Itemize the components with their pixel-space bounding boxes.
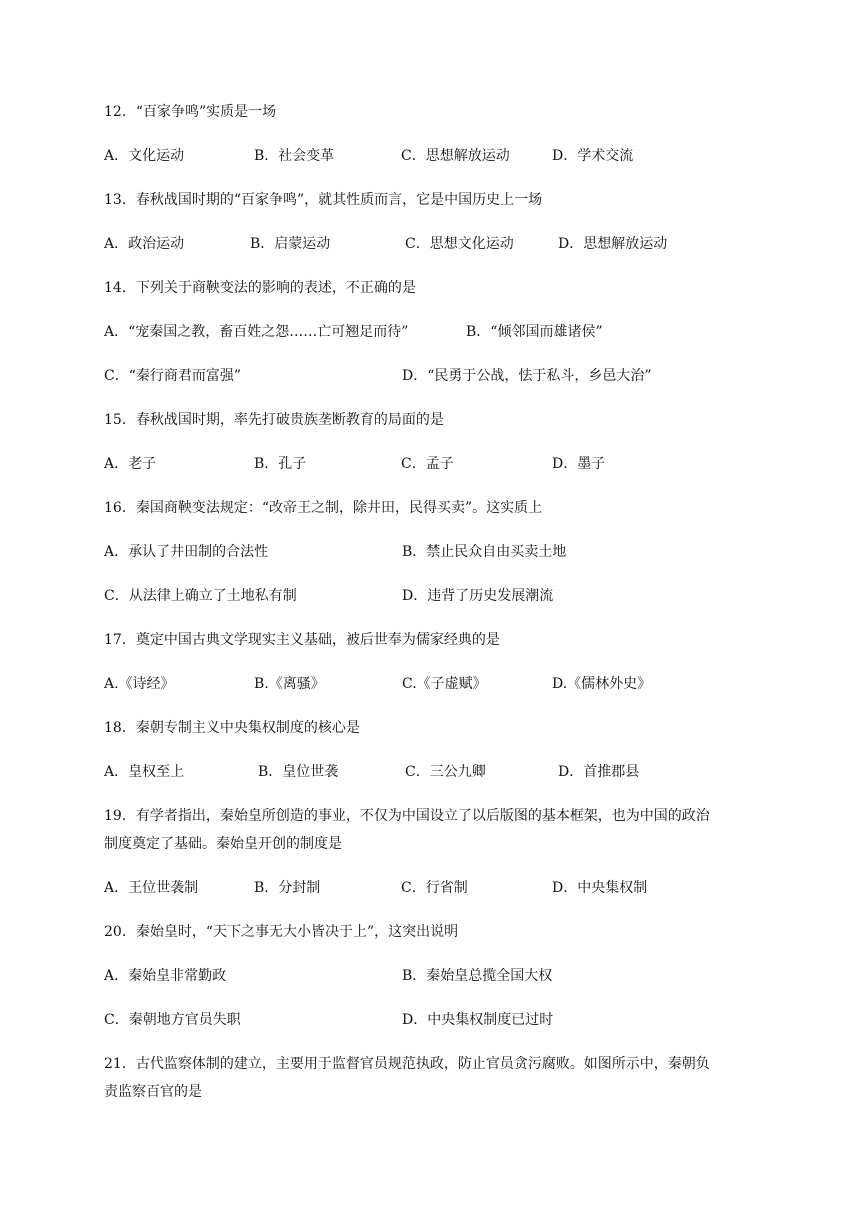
question-15-option-d: D．墨子 [552,456,606,472]
question-20-option-a: A．秦始皇非常勤政 [104,968,227,984]
question-16-option-d: D．违背了历史发展潮流 [402,588,554,604]
question-13-option-c: C．思想文化运动 [405,236,514,252]
question-13-option-d: D．思想解放运动 [558,236,668,252]
question-18-option-c: C．三公九卿 [405,764,486,780]
question-19-option-b: B．分封制 [254,880,321,896]
question-15-option-b: B．孔子 [254,456,307,472]
question-20-stem: 20．秦始皇时，“天下之事无大小皆决于上”，这突出说明 [104,924,459,940]
question-21-stem-line-1: 21．古代监察体制的建立，主要用于监督官员规范执政，防止官员贪污腐败。如图所示中，秦朝负 [104,1056,710,1072]
question-20-option-b: B．秦始皇总揽全国大权 [402,968,553,984]
question-15-option-a: A．老子 [104,456,157,472]
question-18-stem: 18．秦朝专制主义中央集权制度的核心是 [104,720,360,736]
question-16-option-b: B．禁止民众自由买卖土地 [402,544,567,560]
question-16-option-c: C．从法律上确立了土地私有制 [104,588,297,604]
question-17-option-d: D.《儒林外史》 [552,676,652,692]
question-19-option-c: C．行省制 [401,880,468,896]
question-19-stem-line-1: 19．有学者指出，秦始皇所创造的事业，不仅为中国设立了以后版图的基本框架，也为中国的政治 [104,808,710,824]
question-14-stem: 14．下列关于商鞅变法的影响的表述，不正确的是 [104,280,416,296]
question-12-option-d: D．学术交流 [552,148,634,164]
question-21-stem-line-2: 责监察百官的是 [104,1084,202,1100]
question-13-stem: 13．春秋战国时期的“百家争鸣”，就其性质而言，它是中国历史上一场 [104,192,543,208]
question-12-stem: 12．“百家争鸣”实质是一场 [104,104,277,120]
question-19-stem-line-2: 制度奠定了基础。秦始皇开创的制度是 [104,836,342,852]
question-20-option-d: D．中央集权制度已过时 [402,1012,554,1028]
question-12-option-b: B．社会变革 [254,148,335,164]
question-19-option-a: A．王位世袭制 [104,880,199,896]
question-14-option-c: C．“秦行商君而富强” [104,368,242,384]
question-17-option-a: A.《诗经》 [104,676,175,692]
question-16-stem: 16．秦国商鞅变法规定：“改帝王之制，除井田，民得买卖”。这实质上 [104,500,543,516]
question-14-option-b: B．“倾邻国而雄诸侯” [466,324,603,340]
question-20-option-c: C．秦朝地方官员失职 [104,1012,241,1028]
question-13-option-b: B．启蒙运动 [250,236,331,252]
question-18-option-b: B．皇位世袭 [258,764,339,780]
question-19-option-d: D．中央集权制 [552,880,648,896]
question-17-option-c: C.《子虚赋》 [402,676,487,692]
question-15-stem: 15．春秋战国时期，率先打破贵族垄断教育的局面的是 [104,412,444,428]
question-14-option-a: A．“宠秦国之教，畜百姓之怨……亡可翘足而待” [104,324,409,340]
question-13-option-a: A．政治运动 [104,236,185,252]
question-12-option-a: A．文化运动 [104,148,185,164]
question-12-option-c: C．思想解放运动 [401,148,510,164]
question-14-option-d: D．“民勇于公战，怯于私斗，乡邑大治” [402,368,652,384]
question-15-option-c: C．孟子 [401,456,454,472]
question-18-option-a: A．皇权至上 [104,764,185,780]
question-17-stem: 17．奠定中国古典文学现实主义基础，被后世奉为儒家经典的是 [104,632,500,648]
question-17-option-b: B.《离骚》 [254,676,325,692]
question-16-option-a: A．承认了井田制的合法性 [104,544,269,560]
question-18-option-d: D．首推郡县 [558,764,640,780]
